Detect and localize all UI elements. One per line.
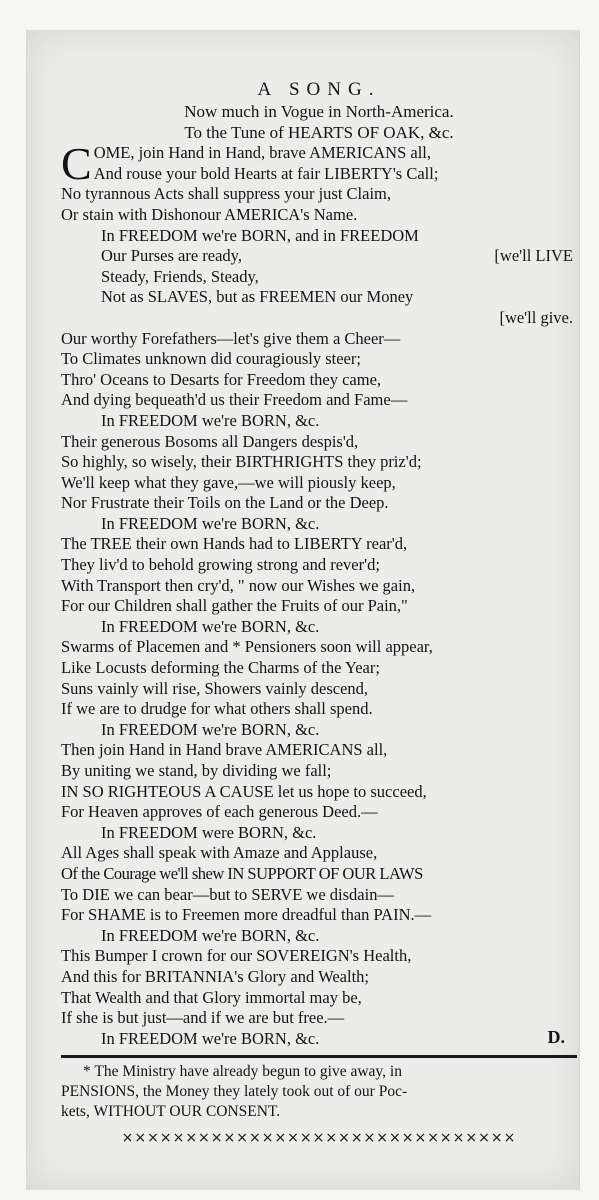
stanza-6 (61, 740, 577, 843)
stanza-line: This Bumper I crown for our SOVEREIGN's Health, (61, 946, 412, 966)
stanza-line: And this for BRITANNIA's Glory and Wealth; (61, 966, 369, 986)
stanza-line: To DIE we can bear—but to SERVE we disdain— (61, 884, 394, 904)
chorus-refrain: In FREEDOM we're BORN, &c. (101, 719, 320, 739)
stanza-line: OME, join Hand in Hand, brave AMERICANS all, (93, 143, 431, 163)
chorus-refrain: In FREEDOM we're BORN, &c. (101, 925, 320, 945)
chorus-line: Steady, Friends, Steady, (101, 266, 259, 286)
stanza-8 (61, 946, 577, 1049)
stanza-line: With Transport then cry'd, " now our Wishes we gain, (61, 575, 416, 595)
stanza-line: For our Children shall gather the Fruits of our Pain," (61, 596, 408, 616)
stanza-line: And rouse your bold Hearts at fair LIBERTY's Call; (93, 163, 439, 183)
footnote-line: kets, WITHOUT OUR CONSENT. (61, 1103, 281, 1121)
chorus-line: In FREEDOM we're BORN, and in FREEDOM (101, 225, 419, 245)
stanza-line: No tyrannous Acts shall suppress your just Claim, (61, 184, 391, 204)
chorus-refrain: In FREEDOM were BORN, &c. (101, 822, 317, 842)
stanza-line: And dying bequeath'd us their Freedom and Fame— (61, 390, 408, 410)
stanza-line: To Climates unknown did couragiously steer; (61, 349, 361, 369)
stanza-line: Suns vainly will rise, Showers vainly descend, (61, 678, 369, 698)
stanza-line: Like Locusts deforming the Charms of the Year; (61, 658, 380, 678)
stanza-line: Then join Hand in Hand brave AMERICANS all, (61, 740, 388, 760)
drop-capital: C (61, 138, 92, 190)
stanza-line: We'll keep what they gave,—we will piously keep, (61, 472, 396, 492)
stanza-line: That Wealth and that Glory immortal may be, (61, 987, 362, 1007)
stanza-line: For Heaven approves of each generous Deed.— (61, 802, 378, 822)
chorus-turnover: [we'll give. (499, 307, 573, 327)
stanza-4 (61, 534, 577, 637)
stanza-line: Nor Frustrate their Toils on the Land or the Deep. (61, 493, 389, 513)
chorus-refrain: In FREEDOM we're BORN, &c. (101, 513, 320, 533)
footnote-line: PENSIONS, the Money they lately took out of our Poc- (61, 1083, 408, 1101)
stanza-5 (61, 637, 577, 740)
chorus-refrain-text: In FREEDOM we're BORN, &c. (101, 1028, 320, 1048)
stanza-line: IN SO RIGHTEOUS A CAUSE let us hope to succeed, (61, 781, 427, 801)
stanza-line: Or stain with Dishonour AMERICA's Name. (61, 204, 358, 224)
chorus-line (61, 246, 577, 267)
chorus-refrain (61, 1029, 577, 1050)
chorus-refrain: In FREEDOM we're BORN, &c. (101, 616, 320, 636)
chorus-full (61, 226, 577, 329)
stanza-line: By uniting we stand, by dividing we fall; (61, 761, 332, 780)
stanza-line: So highly, so wisely, their BIRTHRIGHTS they priz'd; (61, 452, 422, 472)
stanza-line: If she is but just—and if we are but free.— (61, 1008, 345, 1028)
chorus-line: Not as SLAVES, but as FREEMEN our Money (101, 287, 414, 307)
stanza-line: Of the Courage we'll shew IN SUPPORT OF OUR LAWS (61, 863, 423, 883)
stanza-line: They liv'd to behold growing strong and rever'd; (61, 555, 380, 575)
ornamental-border: ××××××××××××××××××××××××××××××× (121, 1130, 517, 1147)
footnote (61, 1062, 577, 1122)
chorus-refrain: In FREEDOM we're BORN, &c. (101, 410, 320, 430)
song-subtitle: Now much in Vogue in North-America. (184, 102, 454, 121)
stanza-line: Swarms of Placemen and * Pensioners soon will appear, (61, 637, 433, 657)
stanza-7 (61, 843, 577, 946)
song-tune: To the Tune of HEARTS OF OAK, &c. (184, 122, 454, 142)
author-signature: D. (547, 1028, 565, 1047)
stanza-line: Thro' Oceans to Desarts for Freedom they came, (61, 369, 382, 389)
stanza-1 (61, 138, 577, 225)
chorus-turnover: [we'll LIVE (494, 246, 573, 266)
song-column (61, 78, 577, 1149)
stanza-line: All Ages shall speak with Amaze and Applause, (61, 843, 378, 863)
newspaper-page (26, 30, 580, 1190)
footnote-divider (61, 1055, 577, 1058)
stanza-line: Their generous Bosoms all Dangers despis'd, (61, 431, 359, 451)
stanza-line: If we are to drudge for what others shall spend. (61, 699, 373, 719)
stanza-2 (61, 329, 577, 432)
stanza-line: For SHAME is to Freemen more dreadful than PAIN.— (61, 905, 432, 925)
footnote-line: * The Ministry have already begun to give away, in (83, 1063, 402, 1081)
stanza-line: The TREE their own Hands had to LIBERTY rear'd, (61, 534, 408, 554)
stanza-3 (61, 432, 577, 535)
song-title: A SONG. (257, 79, 381, 100)
stanza-line: Our worthy Forefathers—let's give them a Cheer— (61, 328, 401, 348)
chorus-line-text: Our Purses are ready, (101, 246, 242, 266)
